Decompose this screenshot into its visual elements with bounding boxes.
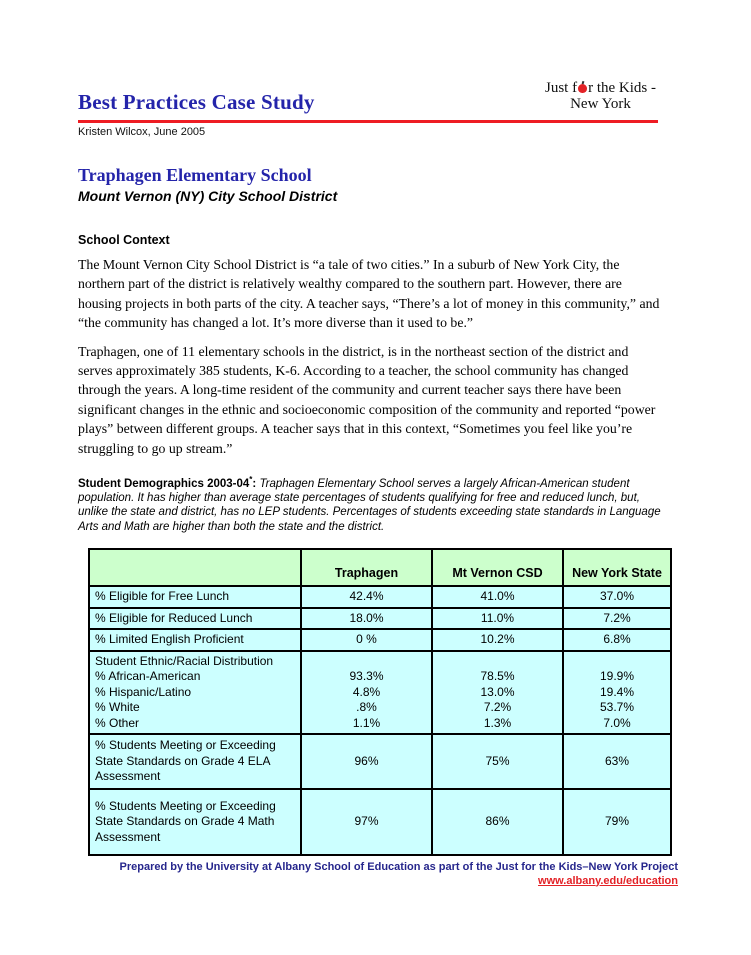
row-label-cell (89, 734, 301, 789)
table-row (89, 629, 671, 651)
cell-line: 7.2% (483, 700, 512, 715)
cell-line: 7.0% (603, 715, 631, 730)
demographics-summary (78, 473, 666, 534)
jftk-logo (545, 80, 658, 112)
cell-line: 13.0% (480, 684, 515, 699)
cell-line: 19.9% (599, 669, 635, 684)
cell-line: % Other (95, 715, 140, 730)
footer-link[interactable]: www.albany.edu/education (538, 874, 678, 887)
cell-line (305, 654, 428, 670)
table-row (89, 651, 671, 735)
cell-line: % White (95, 700, 140, 715)
demographics-text: Traphagen Elementary School serves a largely African-American student population. It has higher than average state percentages of students qualifying for free and reduced lunch, but, unlike the state and district, has no LEP students. Percentages of students exceeding state standards in Language Arts and Math are higher than both the state and the district. (78, 477, 661, 533)
cell-line: 53.7% (599, 700, 635, 715)
table-row (89, 789, 671, 855)
header-divider (78, 120, 658, 123)
value-cell (301, 586, 432, 608)
cell-line: 75% (485, 753, 510, 768)
paragraph-district-context: The Mount Vernon City School District is “a tale of two cities.” In a suburb of New York City, the northern part of the district is relatively wealthy compared to the southern part. However, there are housing projects in both parts of the city. A teacher says, “There’s a lot of money in this community,” and “the community has changed a lot. It’s more diverse than it used to be.” (78, 257, 660, 331)
cell-line: 7.2% (603, 610, 631, 625)
cell-line: 0 % (356, 632, 377, 647)
cell-line: 6.8% (603, 632, 631, 647)
document-content (78, 80, 662, 856)
value-cell (563, 608, 671, 630)
logo-line2: New York (570, 96, 631, 112)
cell-line: % Eligible for Reduced Lunch (95, 610, 253, 625)
cell-line: % Eligible for Free Lunch (95, 589, 230, 604)
value-cell (563, 734, 671, 789)
section-heading-school-context: School Context (78, 233, 170, 247)
cell-line: % Students Meeting or Exceeding State Standards on Grade 4 ELA Assessment (95, 738, 276, 784)
table-corner-cell (89, 549, 301, 586)
value-cell (301, 629, 432, 651)
school-title: Traphagen Elementary School (78, 165, 312, 185)
value-cell (432, 734, 563, 789)
table-column-header: Mt Vernon CSD (432, 549, 563, 586)
cell-line: 86% (485, 814, 510, 829)
row-label-cell (89, 651, 301, 735)
cell-line: 18.0% (349, 610, 384, 625)
cell-line: 41.0% (480, 589, 515, 604)
cell-line: 78.5% (480, 669, 515, 684)
value-cell (432, 586, 563, 608)
logo-line1: Just f r the Kids - (545, 80, 656, 96)
value-cell (301, 651, 432, 735)
value-cell (301, 734, 432, 789)
value-cell (432, 789, 563, 855)
cell-line: 19.4% (599, 684, 635, 699)
value-cell (563, 586, 671, 608)
footer-credit: Prepared by the University at Albany School of Education as part of the Just for the Kids–New York Project (119, 861, 678, 873)
table-row (89, 734, 671, 789)
cell-line: 79% (604, 814, 630, 829)
cell-line: 96% (354, 753, 379, 768)
cell-line: 37.0% (599, 589, 635, 604)
cell-line: 10.2% (480, 632, 515, 647)
row-label-cell (89, 586, 301, 608)
cell-line: % African-American (95, 669, 201, 684)
table-column-header: New York State (563, 549, 671, 586)
value-cell (432, 651, 563, 735)
value-cell (432, 629, 563, 651)
cell-line: % Limited English Proficient (95, 632, 244, 647)
cell-line: % Hispanic/Latino (95, 684, 192, 699)
table-column-header: Traphagen (301, 549, 432, 586)
table-row (89, 608, 671, 630)
cell-line: 11.0% (480, 610, 515, 625)
cell-line: 1.1% (352, 715, 381, 730)
apple-icon (578, 84, 587, 93)
value-cell (301, 789, 432, 855)
cell-line: 97% (354, 814, 379, 829)
value-cell (301, 608, 432, 630)
demographics-label: Student Demographics 2003-04*: (78, 475, 260, 490)
cell-line: 63% (604, 753, 630, 768)
value-cell (563, 789, 671, 855)
value-cell (563, 651, 671, 735)
masthead (78, 80, 658, 118)
cell-line (436, 654, 559, 670)
cell-line: 4.8% (352, 684, 381, 699)
demographics-table (88, 548, 672, 856)
row-label-cell (89, 608, 301, 630)
cell-line: .8% (356, 700, 377, 715)
table-header-row (89, 549, 671, 586)
table-row (89, 586, 671, 608)
cell-line: % Students Meeting or Exceeding State Standards on Grade 4 Math Assessment (95, 798, 276, 844)
paragraph-school-context: Traphagen, one of 11 elementary schools in the district, is in the northeast section of the district and serves approximately 385 students, K-6. According to a teacher, the school community has changed through the years. A long-time resident of the community and current teacher says there have been significant changes in the ethnic and socioeconomic composition of the community and reported “power plays” between different groups. A teacher says that in this context, “Sometimes you feel like you’re struggling to go up stream.” (78, 343, 656, 456)
cell-line (567, 654, 667, 670)
footnote-marker: * (249, 475, 253, 485)
page-title: Best Practices Case Study (78, 90, 315, 114)
row-label-cell (89, 629, 301, 651)
cell-line: 42.4% (349, 589, 384, 604)
row-label-cell (89, 789, 301, 855)
cell-line: 93.3% (349, 669, 384, 684)
district-subtitle: Mount Vernon (NY) City School District (78, 188, 338, 204)
cell-line: 1.3% (483, 715, 512, 730)
value-cell (563, 629, 671, 651)
value-cell (432, 608, 563, 630)
cell-line: Student Ethnic/Racial Distribution (95, 653, 274, 668)
page-footer (78, 861, 678, 888)
byline: Kristen Wilcox, June 2005 (78, 126, 206, 138)
